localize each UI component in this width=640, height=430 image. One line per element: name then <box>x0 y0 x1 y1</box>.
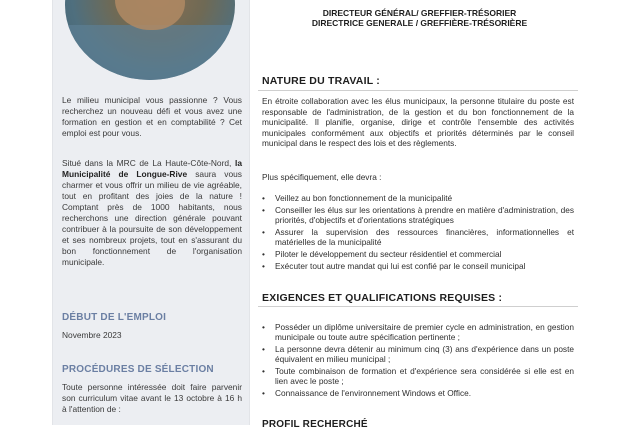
bullet-icon: • <box>262 204 265 215</box>
job-title-feminine: DIRECTRICE GENERALE / GREFFIÈRE-TRÉSORIÈRE <box>311 18 528 28</box>
list-item: • Piloter le développement du secteur résidentiel et commercial <box>262 248 502 259</box>
procedure-text: Toute personne intéressée doit faire parvenir son curriculum vitae avant le 13 octobre à 16 h à l'attention de : <box>62 382 242 414</box>
sidebar-location: Situé dans la MRC de La Haute-Côte-Nord, la Municipalité de Longue-Rive saura vous charmer et vous offrir un milieu de vie agréable, tout en profitant des joies de la nature ! Comptant près de 1000 habitants, nous recherchons une direction générale pouvant contribuer à la poursuite de son développement et ses nombreux projets, tout en s'assurant du bon fonctionnement de l'organisation municipale. <box>62 158 242 267</box>
start-date: Novembre 2023 <box>62 330 122 340</box>
bullet-icon: • <box>262 388 265 398</box>
bullet-icon: • <box>262 344 265 354</box>
divider <box>258 90 578 91</box>
list-item: • Veillez au bon fonctionnement de la municipalité <box>262 193 453 203</box>
requirements-heading: EXIGENCES ET QUALIFICATIONS REQUISES : <box>262 292 503 304</box>
job-titles <box>262 8 577 28</box>
bullet-icon: • <box>262 193 265 203</box>
list-item: • Connaissance de l'environnement Windows et Office. <box>262 388 472 398</box>
municipality-name: la Municipalité de Longue-Rive <box>62 158 242 179</box>
requirements-list <box>262 322 574 400</box>
list-item: • Posséder un diplôme universitaire de premier cycle en administration, en gestion municipale ou toute autre spécification pertinente ; <box>262 322 574 343</box>
duties-list <box>262 193 574 272</box>
list-item: • Exécuter tout autre mandat qui lui est confié par le conseil municipal <box>262 260 526 271</box>
divider <box>258 306 578 307</box>
list-item: • La personne devra détenir au minimum cinq (3) ans d'expérience dans un poste équivalent en milieu municipal ; <box>262 344 574 365</box>
nature-heading: NATURE DU TRAVAIL : <box>262 75 380 87</box>
bullet-icon: • <box>262 248 265 259</box>
bullet-icon: • <box>262 260 265 271</box>
nature-list-intro: Plus spécifiquement, elle devra : <box>262 172 382 182</box>
landscape-photo <box>65 0 235 80</box>
list-item: • Conseiller les élus sur les orientations à prendre en matière d'administration, des priorités, d'objectifs et d'orientations stratégiques <box>262 204 574 225</box>
list-item: • Assurer la supervision des ressources financières, informationnelles et matérielles de la municipalité <box>262 226 574 247</box>
job-title-masculine: DIRECTEUR GÉNÉRAL/ GREFFIER-TRÉSORIER <box>322 8 517 18</box>
procedure-heading: PROCÉDURES DE SÉLECTION <box>62 364 214 375</box>
bullet-icon: • <box>262 366 265 376</box>
profile-heading: PROFIL RECHERCHÉ <box>262 419 368 430</box>
list-item: • Toute combinaison de formation et d'expérience sera considérée si elle est en lien avec le poste ; <box>262 366 574 387</box>
bullet-icon: • <box>262 226 265 237</box>
start-heading: DÉBUT DE L'EMPLOI <box>62 312 167 323</box>
sidebar-intro: Le milieu municipal vous passionne ? Vous recherchez un nouveau défi et vous avez une formation en gestion et en comptabilité ? Cet emploi est pour vous. <box>62 95 242 138</box>
nature-paragraph: En étroite collaboration avec les élus municipaux, la personne titulaire du poste est responsable de l'administration, de la gestion et du bon fonctionnement de la municipalité. Il planifie, organise, dirige et contrôle l'ensemble des activités municipales conformément aux objectifs et priorités déterminés par le conseil municipal dans le respect des lois et des règlements. <box>262 96 574 148</box>
bullet-icon: • <box>262 322 265 332</box>
